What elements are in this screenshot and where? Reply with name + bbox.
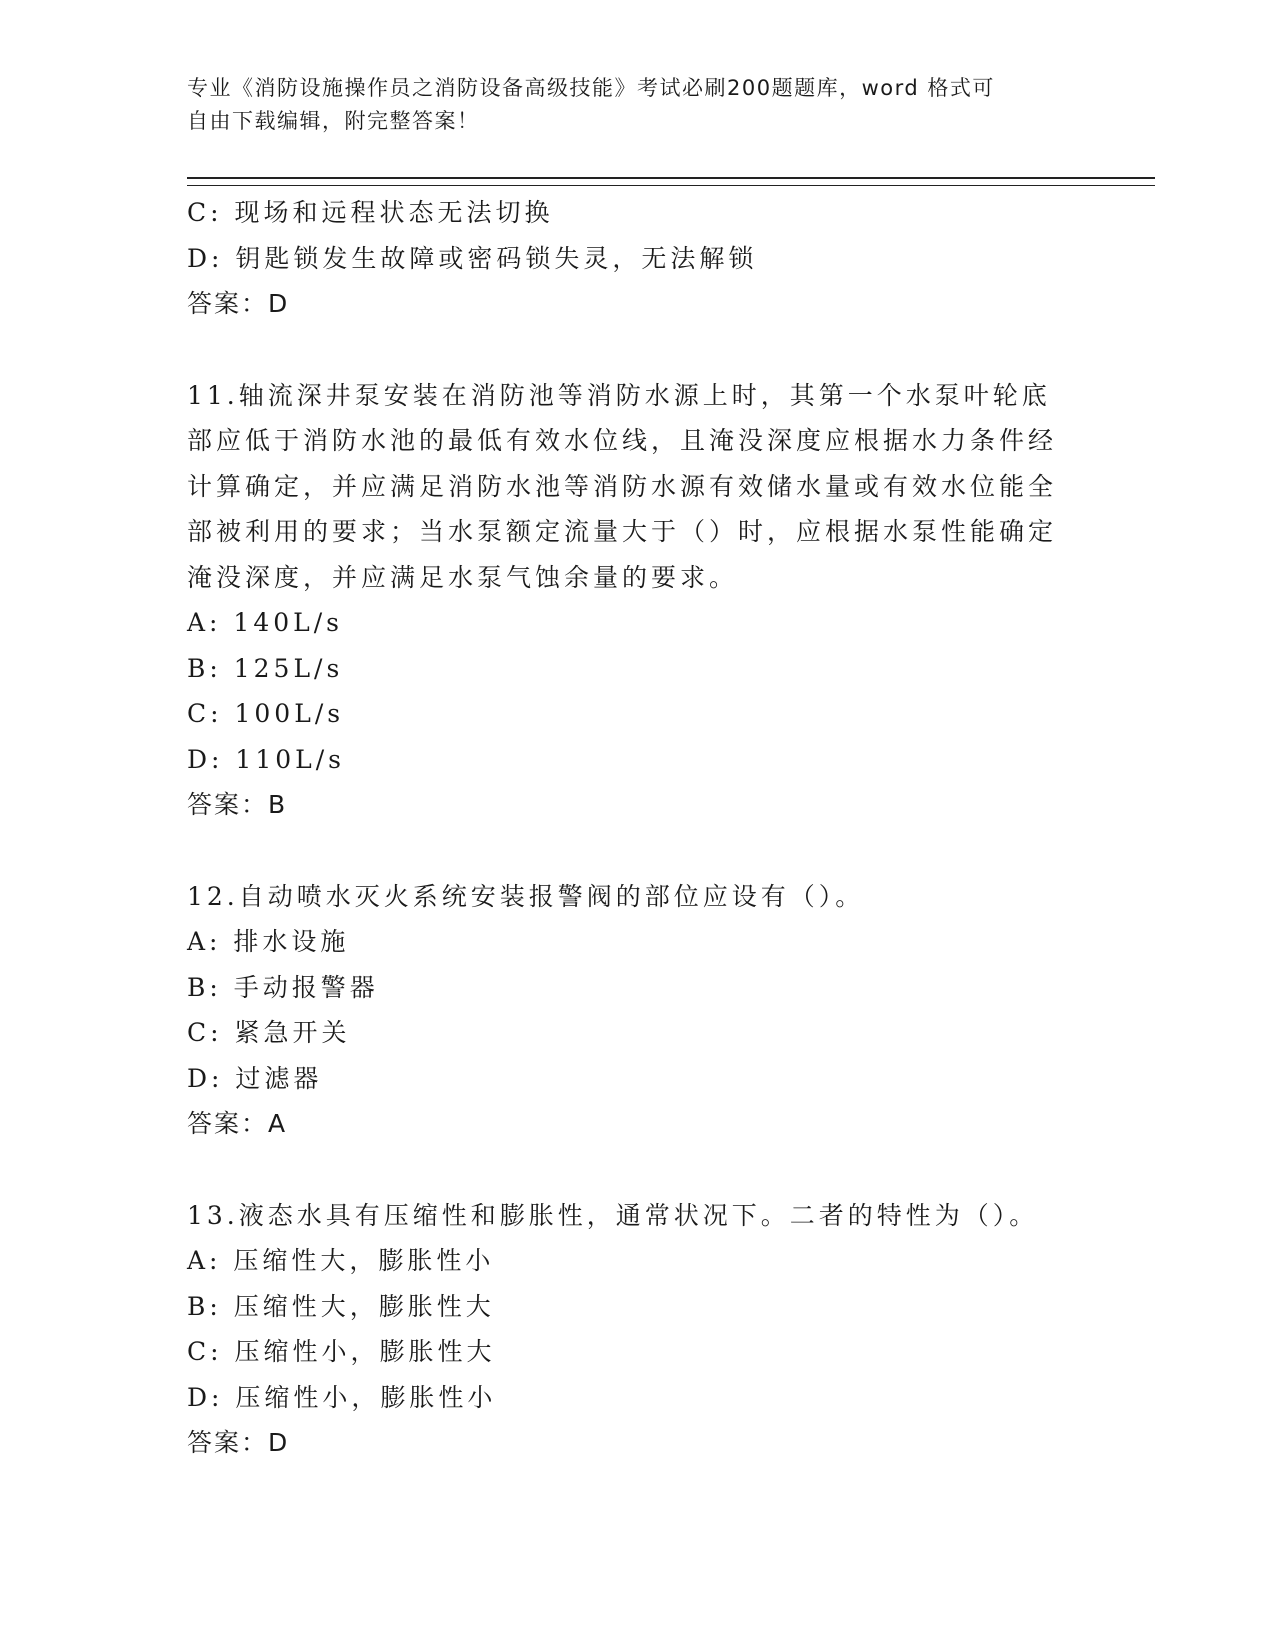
option-d: D: 过滤器 (187, 1063, 323, 1093)
question-text: 11.轴流深井泵安装在消防池等消防水源上时，其第一个水泵叶轮底部应低于消防水池的最低有效水位线，且淹没深度应根据水力条件经计算确定，并应满足消防水池等消防水源有效储水量或有效水位能全部被利用的要求；当水泵额定流量大于（）时，应根据水泵性能确定淹没深度，并应满足水泵气蚀余量的要求。 (187, 380, 1058, 592)
option-c: C: 压缩性小，膨胀性大 (187, 1337, 496, 1366)
option-b: B: 手动报警器 (187, 972, 379, 1002)
question-11 (187, 373, 1107, 828)
option-d: D: 110L/s (187, 744, 345, 774)
header-title-line-1: 专业《消防设施操作员之消防设备高级技能》考试必刷200题题库，word 格式可 (187, 76, 995, 100)
option-a: A: 排水设施 (187, 927, 350, 956)
answer-line: 答案：A (187, 1109, 288, 1138)
option-c: C: 紧急开关 (187, 1018, 351, 1047)
option-a: A: 压缩性大，膨胀性小 (187, 1246, 495, 1275)
option-d: D: 钥匙锁发生故障或密码锁失灵，无法解锁 (187, 243, 758, 273)
answer-line: 答案：D (187, 289, 290, 318)
question-text: 13.液态水具有压缩性和膨胀性，通常状况下。二者的特性为（）。 (187, 1200, 1039, 1230)
header-divider (187, 177, 1155, 186)
option-c: C: 现场和远程状态无法切换 (187, 198, 554, 227)
question-12 (187, 874, 1107, 1147)
option-b: B: 压缩性大，膨胀性大 (187, 1291, 495, 1321)
header-title-line-2: 自由下载编辑，附完整答案！ (187, 109, 480, 133)
previous-question-tail (187, 190, 1107, 327)
answer-line: 答案：D (187, 1428, 290, 1457)
answer-line: 答案：B (187, 790, 288, 819)
option-b: B: 125L/s (187, 653, 344, 683)
question-13 (187, 1193, 1107, 1466)
option-d: D: 压缩性小，膨胀性小 (187, 1382, 497, 1412)
page-header (187, 72, 1087, 138)
question-content (187, 190, 1107, 1466)
option-c: C: 100L/s (187, 699, 345, 728)
question-text: 12.自动喷水灭火系统安装报警阀的部位应设有（）。 (187, 881, 865, 911)
option-a: A: 140L/s (187, 608, 343, 637)
